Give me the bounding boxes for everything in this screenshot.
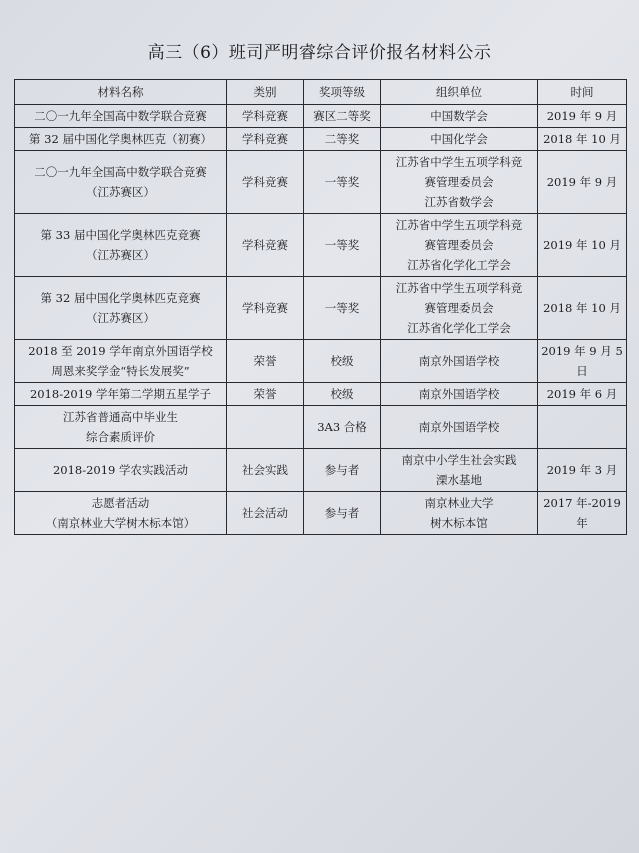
cell-material-name-line: 第 33 届中国化学奥林匹克竞赛 — [40, 228, 201, 242]
cell-award-level: 校级 — [304, 383, 381, 406]
cell-organizer-line: 江苏省化学化工学会 — [407, 321, 511, 335]
cell-organizer-line: 江苏省数学会 — [424, 195, 494, 209]
cell-organizer — [381, 128, 538, 151]
cell-award-level: 校级 — [304, 340, 381, 383]
cell-organizer-line: 江苏省中学生五项学科竞 — [395, 281, 523, 295]
document-title: 高三（6）班司严明睿综合评价报名材料公示 — [147, 43, 492, 63]
table-row — [15, 128, 627, 151]
cell-material-name-line: 第 32 届中国化学奥林匹克（初赛） — [29, 132, 212, 146]
cell-material-name-line: （南京林业大学树木标本馆） — [45, 516, 196, 530]
table-row — [15, 151, 627, 214]
cell-organizer — [381, 383, 538, 406]
cell-material-name — [15, 105, 227, 128]
cell-material-name-line: 志愿者活动 — [91, 496, 150, 510]
table-row — [15, 492, 627, 535]
cell-material-name-line: 周恩来奖学金“特长发展奖” — [51, 364, 190, 378]
cell-material-name-line: 2018-2019 学农实践活动 — [52, 463, 189, 477]
cell-material-name-line: 2018-2019 学年第二学期五星学子 — [29, 387, 212, 401]
cell-category: 学科竞赛 — [227, 105, 304, 128]
cell-time: 2019 年 6 月 — [538, 383, 627, 406]
cell-material-name — [15, 340, 227, 383]
header-award-level: 奖项等级 — [304, 80, 381, 105]
cell-material-name-line: 综合素质评价 — [86, 430, 155, 444]
table-row — [15, 383, 627, 406]
cell-category: 荣誉 — [227, 340, 304, 383]
cell-material-name-line: 二〇一九年全国高中数学联合竞赛 — [34, 109, 207, 123]
cell-organizer-line: 赛管理委员会 — [424, 301, 494, 315]
table-body — [15, 105, 627, 535]
cell-material-name-line: （江苏赛区） — [86, 248, 155, 262]
cell-organizer-line: 南京外国语学校 — [418, 354, 500, 368]
cell-award-level: 一等奖 — [304, 151, 381, 214]
cell-category: 荣誉 — [227, 383, 304, 406]
cell-organizer-line: 中国化学会 — [430, 132, 488, 146]
cell-organizer-line: 江苏省中学生五项学科竞 — [395, 155, 523, 169]
cell-organizer — [381, 277, 538, 340]
cell-organizer — [381, 449, 538, 492]
cell-organizer — [381, 105, 538, 128]
cell-material-name — [15, 383, 227, 406]
cell-time: 2018 年 10 月 — [538, 277, 627, 340]
materials-table — [14, 79, 627, 535]
cell-organizer-line: 江苏省中学生五项学科竞 — [395, 218, 523, 232]
cell-time: 2019 年 9 月 — [538, 151, 627, 214]
table-row — [15, 449, 627, 492]
cell-material-name — [15, 214, 227, 277]
cell-category: 社会实践 — [227, 449, 304, 492]
cell-time: 2018 年 10 月 — [538, 128, 627, 151]
cell-organizer — [381, 406, 538, 449]
cell-organizer — [381, 214, 538, 277]
cell-award-level: 3A3 合格 — [304, 406, 381, 449]
cell-award-level: 赛区二等奖 — [304, 105, 381, 128]
cell-time: 2019 年 9 月 — [538, 105, 627, 128]
header-time: 时间 — [538, 80, 627, 105]
cell-material-name — [15, 151, 227, 214]
cell-organizer-line: 南京外国语学校 — [418, 420, 500, 434]
cell-time: 2019 年 3 月 — [538, 449, 627, 492]
cell-material-name-line: 2018 至 2019 学年南京外国语学校 — [28, 344, 213, 358]
cell-award-level: 参与者 — [304, 492, 381, 535]
cell-organizer-line: 赛管理委员会 — [424, 238, 494, 252]
cell-organizer-line: 江苏省化学化工学会 — [407, 258, 511, 272]
cell-time: 2019 年 10 月 — [538, 214, 627, 277]
table-row — [15, 277, 627, 340]
table-row — [15, 214, 627, 277]
cell-organizer-line: 赛管理委员会 — [424, 175, 494, 189]
cell-material-name-line: （江苏赛区） — [86, 311, 155, 325]
cell-organizer-line: 树木标本馆 — [430, 516, 488, 530]
cell-material-name — [15, 492, 227, 535]
cell-category — [227, 406, 304, 449]
cell-material-name — [15, 406, 227, 449]
cell-material-name — [15, 277, 227, 340]
cell-category: 学科竞赛 — [227, 128, 304, 151]
cell-award-level: 参与者 — [304, 449, 381, 492]
cell-organizer-line: 南京林业大学 — [424, 496, 494, 510]
table-row — [15, 340, 627, 383]
table-header-row — [15, 80, 627, 105]
cell-category: 学科竞赛 — [227, 151, 304, 214]
cell-material-name-line: 江苏省普通高中毕业生 — [63, 410, 178, 424]
cell-category: 社会活动 — [227, 492, 304, 535]
cell-material-name-line: （江苏赛区） — [86, 185, 155, 199]
cell-material-name — [15, 128, 227, 151]
header-material-name: 材料名称 — [15, 80, 227, 105]
header-organizer: 组织单位 — [381, 80, 538, 105]
cell-organizer — [381, 492, 538, 535]
cell-organizer-line: 中国数学会 — [430, 109, 488, 123]
cell-organizer-line: 南京外国语学校 — [418, 387, 500, 401]
cell-organizer — [381, 151, 538, 214]
cell-organizer — [381, 340, 538, 383]
cell-organizer-line: 溧水基地 — [436, 473, 482, 487]
cell-time: 2019 年 9 月 5 日 — [538, 340, 627, 383]
cell-award-level: 一等奖 — [304, 214, 381, 277]
cell-material-name-line: 第 32 届中国化学奥林匹克竞赛 — [40, 291, 201, 305]
cell-material-name — [15, 449, 227, 492]
cell-time: 2017 年-2019 年 — [538, 492, 627, 535]
cell-award-level: 一等奖 — [304, 277, 381, 340]
cell-category: 学科竞赛 — [227, 277, 304, 340]
table-row — [15, 406, 627, 449]
cell-category: 学科竞赛 — [227, 214, 304, 277]
table-row — [15, 105, 627, 128]
cell-organizer-line: 南京中小学生社会实践 — [401, 453, 517, 467]
header-category: 类别 — [227, 80, 304, 105]
cell-time — [538, 406, 627, 449]
cell-award-level: 二等奖 — [304, 128, 381, 151]
cell-material-name-line: 二〇一九年全国高中数学联合竞赛 — [34, 165, 207, 179]
